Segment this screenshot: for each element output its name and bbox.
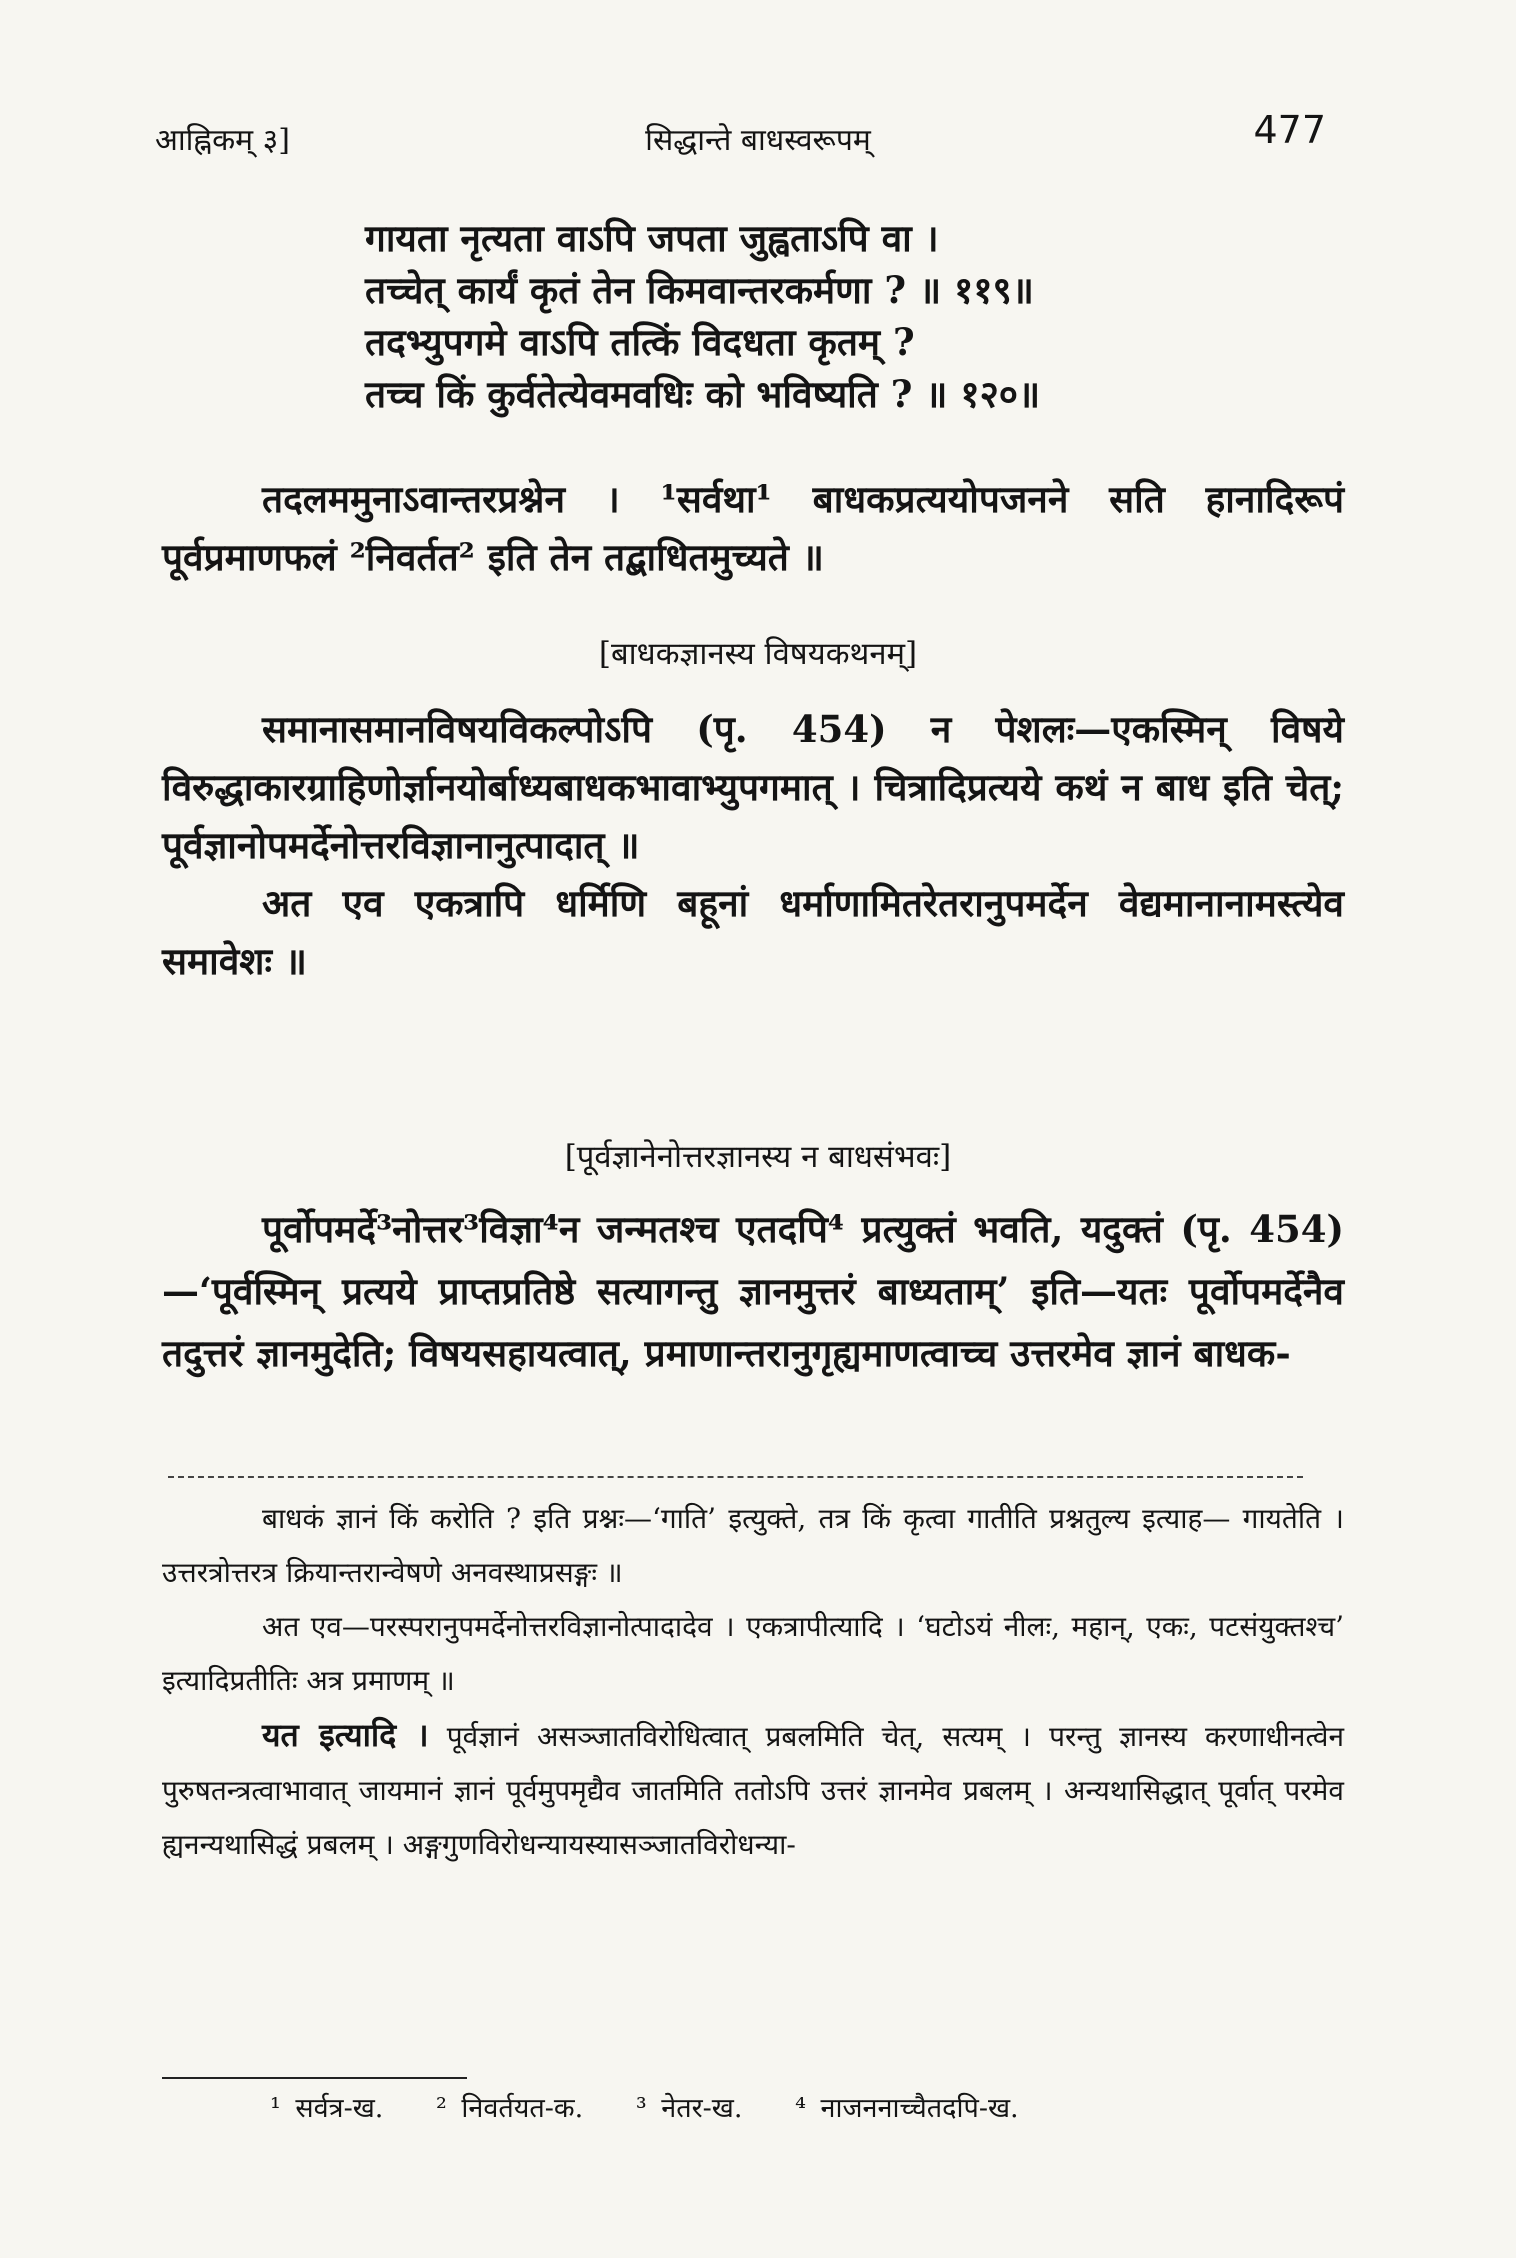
commentary-paragraph: बाधकं ज्ञानं किं करोति ? इति प्रश्नः—‘गाति’ इत्युक्ते, तत्र किं कृत्वा गातीति प्रश्नतुल्य इत्याह— गायतेति । उत्तरत्रोत्तरत्र क्रियान्तरान्वेषणे अनवस्थाप्रसङ्गः ॥ [162, 1502, 1344, 1589]
section-heading: [बाधकज्ञानस्य विषयकथनम्] [598, 636, 918, 672]
verse-line: तच्चेत् कार्यं कृतं तेन किमवान्तरकर्मणा ? ॥ ११९॥ [365, 268, 1034, 312]
footnote: ² निवर्तयत-क. [435, 2093, 584, 2124]
commentary-lead: यत इत्यादि । [262, 1716, 429, 1754]
footnote: ¹ सर्वत्र-ख. [270, 2093, 384, 2124]
footnote-rule [162, 2077, 467, 2079]
paragraph-1 [162, 470, 1344, 586]
commentary-paragraph: अत एव—परस्परानुपमर्देनोत्तरविज्ञानोत्पादादेव । एकत्रापीत्यादि । ‘घटोऽयं नीलः, महान्, एकः, पटसंयुक्तश्च’ इत्यादिप्रतीतिः अत्र प्रमाणम् ॥ [162, 1610, 1344, 1697]
paragraph-text: पूर्वोपमर्दे³नोत्तर³विज्ञा⁴न जन्मतश्च एतदपि⁴ प्रत्युक्तं भवति, यदुक्तं (पृ. 454)—‘पूर्वस्मिन् प्रत्यये प्राप्तप्रतिष्ठे सत्यागन्तु ज्ञानमुत्तरं बाध्यताम्’ इति—यतः पूर्वोपमर्देनैव तदुत्तरं ज्ञानमुदेति; विषयसहायत्वात्, प्रमाणान्तरानुगृह्यमाणत्वाच्च उत्तरमेव ज्ञानं बाधक- [162, 1207, 1344, 1375]
footnotes [270, 2088, 1057, 2125]
page-number: 477 [1253, 108, 1326, 152]
running-header-title: सिद्धान्ते बाधस्वरूपम् [645, 123, 871, 158]
footnote: ³ नेतर-ख. [635, 2093, 743, 2124]
paragraph-text: समानासमानविषयविकल्पोऽपि (पृ. 454) न पेशलः—एकस्मिन् विषये विरुद्धाकारग्राहिणोर्ज्ञानयोर्बाध्यबाधकभावाभ्युपगमात् । चित्रादिप्रत्यये कथं न बाध इति चेत्; पूर्वज्ञानोपमर्देनोत्तरविज्ञानानुत्पादात् ॥ [162, 707, 1344, 867]
paragraph-4 [162, 1198, 1344, 1384]
commentary-divider [168, 1468, 1303, 1478]
verse-line: गायता नृत्यता वाऽपि जपता जुह्वताऽपि वा । [365, 216, 939, 260]
commentary-text: पूर्वज्ञानं असञ्जातविरोधित्वात् प्रबलमिति चेत्, सत्यम् । परन्तु ज्ञानस्य करणाधीनत्वेन पुरुषतन्त्रत्वाभावात् जायमानं ज्ञानं पूर्वमुपमृद्यैव जातमिति ततोऽपि उत्तरं ज्ञानमेव प्रबलम् । अन्यथासिद्धात् पूर्वात् परमेव ह्यनन्यथासिद्धं प्रबलम् । अङ्गगुणविरोधन्यायस्यासञ्जातविरोधन्या- [162, 1720, 1344, 1861]
paragraph-text: अत एव एकत्रापि धर्मिणि बहूनां धर्माणामितरेतरानुपमर्देन वेद्यमानानामस्त्येव समावेशः ॥ [162, 881, 1344, 983]
verse-line: तदभ्युपगमे वाऽपि तत्किं विदधता कृतम् ? [365, 320, 915, 364]
verse-line: तच्च किं कुर्वतेत्येवमवधिः को भविष्यति ? ॥ १२०॥ [365, 372, 1041, 416]
running-header-left: आह्निकम् ३] [155, 123, 290, 158]
paragraph-text: तदलममुनाऽवान्तरप्रश्नेन । ¹सर्वथा¹ बाधकप्रत्ययोपजनने सति हानादिरूपं पूर्वप्रमाणफलं ²निवर्तत² इति तेन तद्बाधितमुच्यते ॥ [162, 477, 1344, 579]
commentary-block [162, 1492, 1344, 1872]
section-heading: [पूर्वज्ञानेनोत्तरज्ञानस्य न बाधसंभवः] [564, 1139, 952, 1175]
footnote: ⁴ नाजननाच्चैतदपि-ख. [795, 2093, 1019, 2124]
verse-block [365, 212, 1415, 420]
paragraph-2 [162, 700, 1344, 990]
commentary-paragraph [162, 1708, 1344, 1872]
